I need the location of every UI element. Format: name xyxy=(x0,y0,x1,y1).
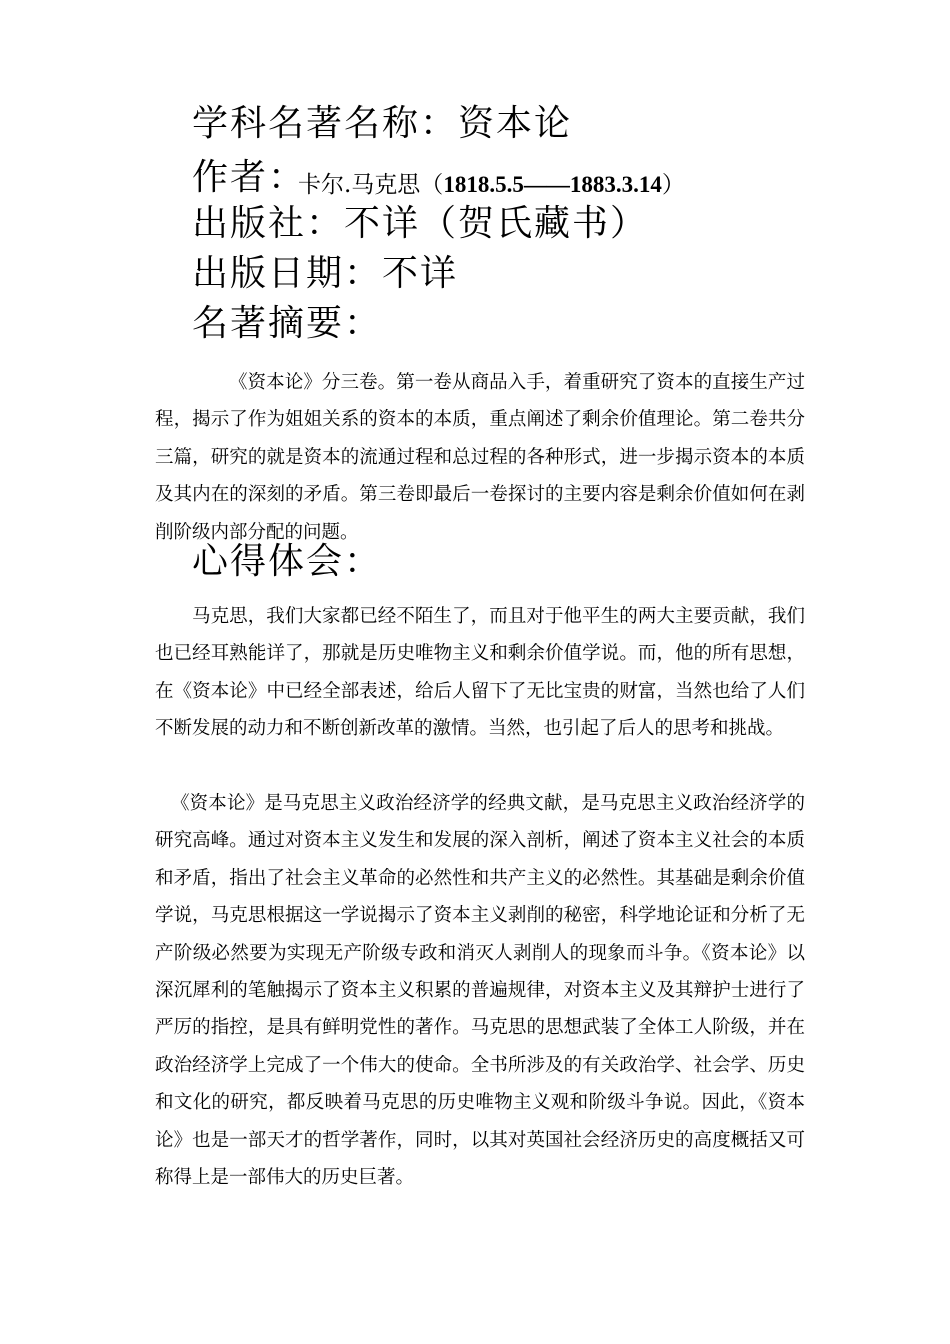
title-heading: 学科名著名称：资本论 xyxy=(192,103,573,144)
author-first-name: 卡尔 xyxy=(298,172,344,198)
publisher-line: 出版社：不详（贺氏藏书） xyxy=(192,203,649,244)
reflection-paragraph-2: 《资本论》是马克思主义政治经济学的经典文献，是马克思主义政治经济学的研究高峰。通过对资本主义发生和发展的深入剖析，阐述了资本主义社会的本质和矛盾，指出了社会主义革命的必然性和共产主义的必然性。其基础是剩余价值学说，马克思根据这一学说揭示了资本主义剥削的秘密，科学地论证和分析了无产阶级必然要为实现无产阶级专政和消灭人剥削人的现象而斗争。《资本论》以深沉犀利的笔触揭示了资本主义积累的普遍规律，对资本主义及其辩护士进行了严厉的指控，是具有鲜明党性的著作。马克思的思想武装了全体工人阶级，并在政治经济学上完成了一个伟大的使命。全书所涉及的有关政治学、社会学、历史和文化的研究，都反映着马克思的历史唯物主义观和阶级斗争说。因此，《资本论》也是一部天才的哲学著作，同时，以其对英国社会经济历史的高度概括又可称得上是一部伟大的历史巨著。 xyxy=(155,793,805,1189)
author-name xyxy=(298,170,685,200)
reflection-heading: 心得体会： xyxy=(192,541,383,582)
reflection-paragraph-1: 马克思，我们大家都已经不陌生了，而且对于他平生的两大主要贡献，我们也已经耳熟能详了，那就是历史唯物主义和剩余价值学说。而，他的所有思想，在《资本论》中已经全部表述，给后人留下了无比宝贵的财富，当然也给了人们不断发展的动力和不断创新改革的激情。当然，也引起了后人的思考和挑战。 xyxy=(155,606,805,740)
publish-date-line: 出版日期：不详 xyxy=(192,253,459,294)
abstract-paragraph: 《资本论》分三卷。第一卷从商品入手，着重研究了资本的直接生产过程，揭示了作为姐姐关系的资本的本质，重点阐述了剩余价值理论。第二卷共分三篇，研究的就是资本的流通过程和总过程的各种形式，进一步揭示资本的本质及其内在的深刻的矛盾。第三卷即最后一卷探讨的主要内容是剩余价值如何在剥削阶级内部分配的问题。 xyxy=(155,372,805,543)
author-label: 作者： xyxy=(192,157,307,198)
author-dates: 1818.5.5——1883.3.14 xyxy=(443,172,662,197)
author-last-name: .马克思（ xyxy=(344,172,444,198)
abstract-heading: 名著摘要： xyxy=(192,303,383,344)
author-close-paren: ） xyxy=(661,172,685,198)
